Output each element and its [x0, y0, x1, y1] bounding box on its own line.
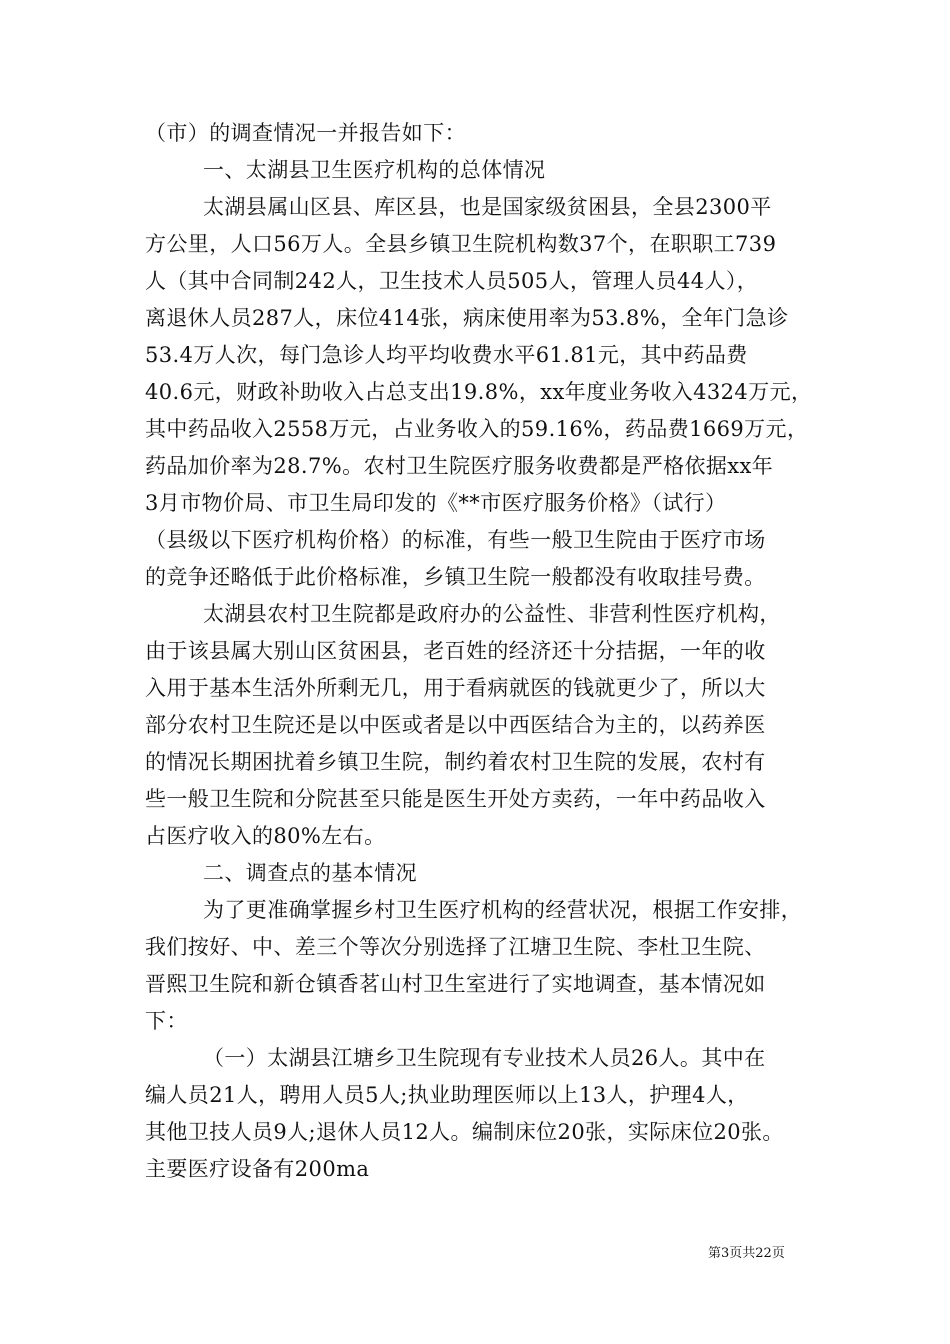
- text-line: 些一般卫生院和分院甚至只能是医生开处方卖药，一年中药品收入: [145, 787, 766, 811]
- text-line: 太湖县属山区县、库区县，也是国家级贫困县，全县2300平: [203, 195, 772, 219]
- text-line: （市）的调查情况一并报告如下：: [145, 121, 466, 145]
- text-line: 由于该县属大别山区贫困县，老百姓的经济还十分拮据，一年的收: [145, 639, 766, 663]
- text-line: 53.4万人次，每门急诊人均平均收费水平61.81元，其中药品费: [145, 343, 748, 367]
- text-line: 占医疗收入的80%左右。: [145, 824, 386, 848]
- text-line: 下：: [145, 1009, 188, 1033]
- text-line: 其他卫技人员9人;退休人员12人。编制床位20张，实际床位20张。: [145, 1120, 784, 1144]
- text-line: 离退休人员287人，床位414张，病床使用率为53.8%，全年门急诊: [145, 306, 789, 330]
- text-line: 的竞争还略低于此价格标准，乡镇卫生院一般都没有收取挂号费。: [145, 565, 766, 589]
- text-line: 部分农村卫生院还是以中医或者是以中西医结合为主的，以药养医: [145, 713, 766, 737]
- text-line: 入用于基本生活外所剩无几，用于看病就医的钱就更少了，所以大: [145, 676, 766, 700]
- text-line: 人（其中合同制242人，卫生技术人员505人，管理人员44人），: [145, 269, 759, 293]
- page-number-footer: 第3页共22页: [708, 1246, 785, 1261]
- section-heading: 二、调查点的基本情况: [203, 861, 417, 885]
- text-line: 编人员21人，聘用人员5人;执业助理医师以上13人，护理4人，: [145, 1083, 749, 1107]
- text-line: 为了更准确掌握乡村卫生医疗机构的经营状况，根据工作安排，: [203, 898, 803, 922]
- text-line: 方公里，人口56万人。全县乡镇卫生院机构数37个，在职职工739: [145, 232, 777, 256]
- text-line: （县级以下医疗机构价格）的标准，有些一般卫生院由于医疗市场: [145, 528, 766, 552]
- text-line: 40.6元，财政补助收入占总支出19.8%，xx年度业务收入4324万元，: [145, 380, 813, 404]
- section-heading: 一、太湖县卫生医疗机构的总体情况: [203, 158, 546, 182]
- text-line: 的情况长期困扰着乡镇卫生院，制约着农村卫生院的发展，农村有: [145, 750, 766, 774]
- text-line: 药品加价率为28.7%。农村卫生院医疗服务收费都是严格依据xx年: [145, 454, 774, 478]
- text-line: 其中药品收入2558万元，占业务收入的59.16%，药品费1669万元，: [145, 417, 809, 441]
- text-line: 太湖县农村卫生院都是政府办的公益性、非营利性医疗机构，: [203, 602, 781, 626]
- text-line: 我们按好、中、差三个等次分别选择了江塘卫生院、李杜卫生院、: [145, 935, 766, 959]
- text-line: 主要医疗设备有200ma: [145, 1157, 370, 1181]
- text-line: （一）太湖县江塘乡卫生院现有专业技术人员26人。其中在: [203, 1046, 766, 1070]
- text-line: 晋熙卫生院和新仓镇香茗山村卫生室进行了实地调查，基本情况如: [145, 972, 766, 996]
- text-line: 3月市物价局、市卫生局印发的《**市医疗服务价格》（试行）: [145, 491, 727, 515]
